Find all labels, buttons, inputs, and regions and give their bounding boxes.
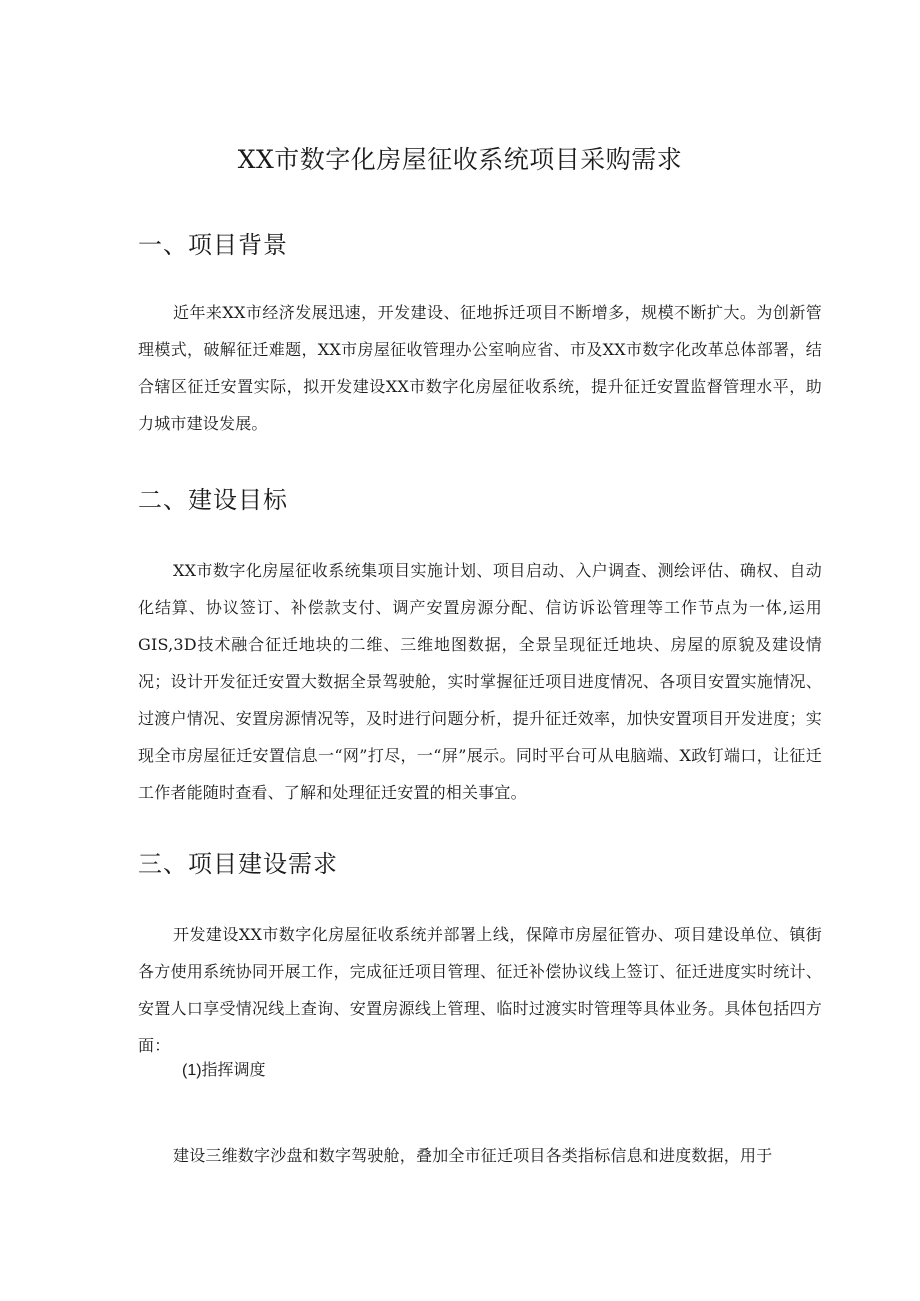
- paragraph-command-dispatch: 建设三维数字沙盘和数字驾驶舱，叠加全市征迁项目各类指标信息和进度数据，用于: [173, 1146, 773, 1165]
- paragraph-requirements: 开发建设XX市数字化房屋征收系统并部署上线，保障市房屋征管办、项目建设单位、镇街各方使用系统协同开展工作，完成征迁项目管理、征迁补偿协议线上签订、征迁进度实时统计、安置人口享受情况线上查询、安置房源线上管理、临时过渡实时管理等具体业务。具体包括四方面：: [138, 925, 822, 1055]
- document-title: XX市数字化房屋征收系统项目采购需求: [237, 145, 683, 174]
- section-heading-requirements: 三、项目建设需求: [138, 850, 338, 878]
- paragraph-goals: XX市数字化房屋征收系统集项目实施计划、项目启动、入户调查、测绘评估、确权、自动化结算、协议签订、补偿款支付、调产安置房源分配、信访诉讼管理等工作节点为一体,运用GIS,3D技术融合征迁地块的二维、三维地图数据，全景呈现征迁地块、房屋的原貌及建设情况；设计开发征迁安置大数据全景驾驶舱，实时掌握征迁项目进度情况、各项目安置实施情况、过渡户情况、安置房源情况等，及时进行问题分析，提升征迁效率，加快安置项目开发进度；实现全市房屋征迁安置信息一“网”打尽，一“屏”展示。同时平台可从电脑端、X政钉端口，让征迁工作者能随时查看、了解和处理征迁安置的相关事宜。: [138, 561, 822, 802]
- sub-item-command-dispatch: (1)指挥调度: [182, 1062, 266, 1079]
- section-heading-goals: 二、建设目标: [138, 486, 288, 514]
- section-heading-background: 一、项目背景: [138, 231, 288, 259]
- paragraph-background: 近年来XX市经济发展迅速，开发建设、征地拆迁项目不断增多，规模不断扩大。为创新管理模式，破解征迁难题，XX市房屋征收管理办公室响应省、市及XX市数字化改革总体部署，结合辖区征迁安置实际，拟开发建设XX市数字化房屋征收系统，提升征迁安置监督管理水平，助力城市建设发展。: [138, 303, 822, 433]
